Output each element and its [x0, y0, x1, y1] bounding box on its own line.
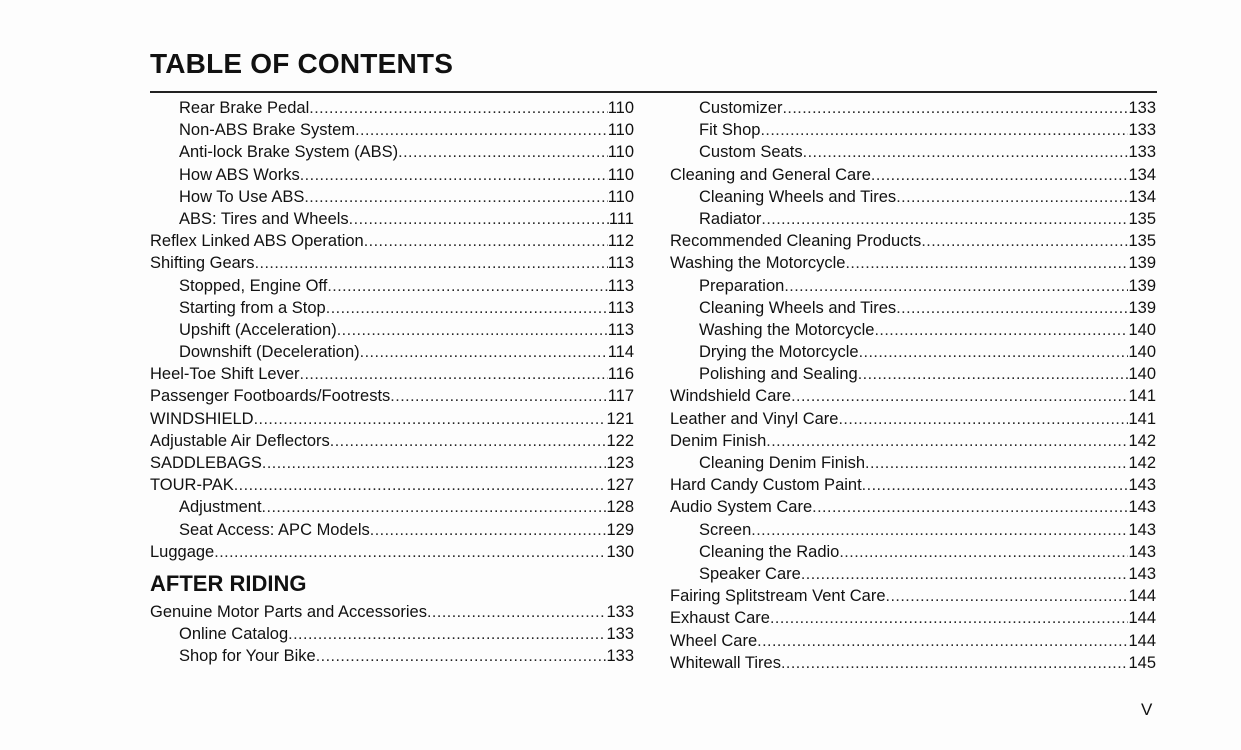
toc-entry-title: Cleaning and General Care — [670, 165, 871, 184]
dot-leader — [760, 120, 1128, 141]
dot-leader — [262, 497, 607, 518]
dot-leader — [859, 342, 1129, 363]
toc-page-number: 144 — [1128, 609, 1156, 628]
dot-leader — [330, 431, 607, 452]
toc-page-number: 143 — [1128, 564, 1156, 583]
dot-leader — [784, 276, 1128, 297]
toc-page-number: 110 — [607, 143, 634, 162]
dot-leader — [300, 364, 608, 385]
toc-entry-title: Anti-lock Brake System (ABS) — [179, 143, 399, 162]
dot-leader — [761, 209, 1128, 230]
toc-entry[interactable] — [670, 252, 1156, 274]
toc-entry[interactable] — [150, 541, 634, 563]
toc-page-number: 116 — [607, 365, 634, 384]
toc-page-number: 127 — [606, 476, 634, 495]
dot-leader — [871, 165, 1129, 186]
toc-page-number: 143 — [1128, 542, 1156, 561]
toc-page-number: 140 — [1128, 320, 1156, 339]
toc-entry-title: Screen — [699, 520, 752, 539]
toc-page-number: 114 — [607, 343, 634, 362]
toc-entry[interactable] — [150, 230, 634, 252]
dot-leader — [254, 409, 607, 430]
dot-leader — [337, 320, 608, 341]
toc-subentry[interactable] — [150, 496, 634, 518]
toc-entry[interactable] — [150, 363, 634, 385]
toc-entry-title: Cleaning Wheels and Tires — [699, 298, 897, 317]
toc-entry-title: Seat Access: APC Models — [179, 520, 370, 539]
dot-leader — [262, 453, 607, 474]
toc-entry[interactable] — [670, 164, 1156, 186]
toc-page-number: 139 — [1128, 276, 1156, 295]
toc-entry-title: Custom Seats — [699, 143, 803, 162]
dot-leader — [865, 453, 1128, 474]
dot-leader — [326, 298, 608, 319]
dot-leader — [309, 98, 607, 119]
toc-entry-title: Preparation — [699, 276, 785, 295]
toc-page-number: 117 — [607, 387, 634, 406]
dot-leader — [364, 231, 608, 252]
toc-entry-title: Cleaning Denim Finish — [699, 454, 865, 472]
toc-entry-title: How ABS Works — [179, 165, 300, 184]
toc-entry-title: Heel-Toe Shift Lever — [150, 365, 300, 384]
toc-page-number: 140 — [1128, 365, 1156, 384]
dot-leader — [921, 231, 1128, 252]
toc-entry-title: SADDLEBAGS — [150, 454, 262, 472]
toc-subentry[interactable] — [670, 452, 1156, 474]
toc-entry-title: Upshift (Acceleration) — [179, 320, 337, 339]
toc-subentry[interactable] — [670, 319, 1156, 341]
toc-page-number: 133 — [1128, 121, 1156, 140]
page-title: TABLE OF CONTENTS — [150, 48, 454, 79]
toc-page-number: 128 — [606, 498, 634, 517]
dot-leader — [858, 364, 1129, 385]
title-rule — [150, 91, 1157, 93]
toc-page-number: 110 — [607, 121, 634, 140]
toc-entry-title: Fit Shop — [699, 121, 761, 140]
dot-leader — [803, 142, 1129, 163]
toc-entry-title: WINDSHIELD — [150, 409, 254, 428]
toc-page-number: 144 — [1128, 631, 1156, 650]
toc-subentry[interactable] — [670, 541, 1156, 563]
toc-page-number: 113 — [607, 254, 634, 273]
toc-page-number: 110 — [607, 99, 634, 117]
toc-page-number: 135 — [1128, 232, 1156, 251]
toc-subentry[interactable] — [150, 519, 634, 541]
dot-leader — [812, 497, 1128, 518]
dot-leader — [838, 409, 1128, 430]
toc-page-number: 139 — [1128, 298, 1156, 317]
toc-subentry[interactable] — [670, 275, 1156, 297]
toc-page-number: 129 — [606, 520, 634, 539]
dot-leader — [316, 646, 607, 667]
toc-entry-title: Washing the Motorcycle — [670, 254, 846, 273]
toc-entry-title: Washing the Motorcycle — [699, 320, 875, 339]
toc-entry-title: Cleaning the Radio — [699, 542, 840, 561]
toc-page-number: 139 — [1128, 254, 1156, 273]
toc-entry-title: Leather and Vinyl Care — [670, 409, 839, 428]
toc-entry-title: Adjustment — [179, 498, 262, 517]
dot-leader — [766, 431, 1128, 452]
toc-entry-title: Starting from a Stop — [179, 298, 326, 317]
toc-page-number: 113 — [607, 298, 634, 317]
toc-page-number: 111 — [608, 209, 634, 228]
section-heading: AFTER RIDING — [150, 570, 307, 596]
toc-subentry[interactable] — [150, 97, 634, 119]
toc-page-number: 134 — [1128, 165, 1156, 184]
dot-leader — [214, 542, 606, 563]
toc-page-number: 143 — [1128, 520, 1156, 539]
toc-entry-title: Reflex Linked ABS Operation — [150, 232, 364, 251]
toc-entry-title: Speaker Care — [699, 564, 801, 583]
dot-leader — [370, 520, 607, 541]
toc-entry-title: TOUR-PAK — [150, 476, 234, 495]
toc-subentry[interactable] — [670, 97, 1156, 119]
toc-entry-title: Cleaning Wheels and Tires — [699, 187, 897, 206]
toc-entry[interactable] — [670, 230, 1156, 252]
toc-entry-title: Shop for Your Bike — [179, 647, 316, 666]
toc-page-number: 130 — [606, 542, 634, 561]
toc-entry-title: Customizer — [699, 99, 783, 117]
toc-entry-title: ABS: Tires and Wheels — [179, 209, 349, 228]
dot-leader — [782, 98, 1128, 119]
dot-leader — [390, 386, 607, 407]
toc-entry-title: Radiator — [699, 209, 762, 228]
toc-entry[interactable] — [150, 452, 634, 474]
toc-entry-title: Wheel Care — [670, 631, 758, 650]
dot-leader — [751, 520, 1128, 541]
toc-subentry[interactable] — [670, 341, 1156, 363]
toc-subentry[interactable] — [670, 519, 1156, 541]
toc-entry[interactable] — [150, 385, 634, 407]
toc-entry-title: Audio System Care — [670, 498, 813, 517]
dot-leader — [862, 475, 1129, 496]
dot-leader — [757, 631, 1128, 652]
dot-leader — [327, 276, 607, 297]
toc-entry-title: Shifting Gears — [150, 254, 255, 273]
dot-leader — [355, 120, 608, 141]
dot-leader — [874, 320, 1128, 341]
toc-entry[interactable] — [670, 496, 1156, 518]
toc-entry[interactable] — [670, 652, 1156, 674]
toc-entry-title: Stopped, Engine Off — [179, 276, 328, 295]
toc-entry[interactable] — [670, 630, 1156, 652]
dot-leader — [801, 564, 1129, 585]
toc-right-column — [670, 97, 1156, 674]
toc-page-number: 141 — [1128, 409, 1156, 428]
toc-page-number: 133 — [606, 602, 634, 621]
dot-leader — [886, 586, 1129, 607]
dot-leader — [360, 342, 608, 363]
toc-page-number: 110 — [607, 187, 634, 206]
toc-page-number: 113 — [607, 276, 634, 295]
dot-leader — [234, 475, 607, 496]
toc-entry[interactable] — [150, 252, 634, 274]
toc-page-number: 133 — [1128, 143, 1156, 162]
toc-left-column — [150, 97, 634, 668]
dot-leader — [896, 298, 1128, 319]
toc-entry[interactable] — [150, 430, 634, 452]
toc-subentry[interactable] — [150, 275, 634, 297]
dot-leader — [288, 624, 606, 645]
toc-subentry[interactable] — [150, 186, 634, 208]
dot-leader — [300, 165, 608, 186]
dot-leader — [770, 608, 1129, 629]
toc-entry-title: Rear Brake Pedal — [179, 99, 310, 117]
toc-page-number: 121 — [606, 409, 634, 428]
toc-page-number: 143 — [1128, 498, 1156, 517]
toc-page-number: 140 — [1128, 343, 1156, 362]
toc-entry[interactable] — [670, 474, 1156, 496]
toc-entry[interactable] — [670, 385, 1156, 407]
toc-entry[interactable] — [150, 408, 634, 430]
toc-page-number: 133 — [606, 647, 634, 666]
toc-entry-title: Exhaust Care — [670, 609, 770, 628]
toc-entry-title: Passenger Footboards/Footrests — [150, 387, 391, 406]
dot-leader — [781, 653, 1129, 674]
toc-page-number: 134 — [1128, 187, 1156, 206]
toc-entry-title: Fairing Splitstream Vent Care — [670, 587, 886, 606]
toc-entry-title: Drying the Motorcycle — [699, 343, 859, 362]
toc-subentry[interactable] — [670, 563, 1156, 585]
toc-subentry[interactable] — [670, 186, 1156, 208]
toc-entry[interactable] — [150, 601, 634, 623]
toc-entry-title: Adjustable Air Deflectors — [150, 431, 330, 450]
toc-entry-title: Hard Candy Custom Paint — [670, 476, 862, 495]
toc-page-number: 112 — [607, 232, 634, 251]
toc-entry-title: Downshift (Deceleration) — [179, 343, 360, 362]
toc-subentry[interactable] — [150, 297, 634, 319]
toc-subentry[interactable] — [150, 141, 634, 163]
page-number: V — [1141, 700, 1153, 719]
dot-leader — [896, 187, 1128, 208]
toc-entry-title: Genuine Motor Parts and Accessories — [150, 602, 427, 621]
toc-subentry[interactable] — [150, 319, 634, 341]
toc-page-number: 135 — [1128, 209, 1156, 228]
toc-page-number: 110 — [607, 165, 634, 184]
toc-subentry[interactable] — [150, 119, 634, 141]
toc-entry[interactable] — [670, 607, 1156, 629]
toc-entry[interactable] — [670, 408, 1156, 430]
toc-entry-title: Windshield Care — [670, 387, 792, 406]
toc-page-number: 141 — [1128, 387, 1156, 406]
toc-subentry[interactable] — [150, 645, 634, 667]
toc-subentry[interactable] — [670, 363, 1156, 385]
toc-subentry[interactable] — [150, 623, 634, 645]
toc-page-number: 144 — [1128, 587, 1156, 606]
toc-entry-title: Polishing and Sealing — [699, 365, 858, 384]
dot-leader — [255, 253, 608, 274]
toc-page-number: 113 — [607, 320, 634, 339]
toc-entry-title: Online Catalog — [179, 625, 289, 644]
toc-subentry[interactable] — [150, 164, 634, 186]
toc-entry-title: Whitewall Tires — [670, 653, 781, 672]
dot-leader — [304, 187, 607, 208]
toc-subentry[interactable] — [670, 297, 1156, 319]
toc-entry-title: How To Use ABS — [179, 187, 305, 206]
toc-entry-title: Non-ABS Brake System — [179, 121, 356, 140]
toc-entry[interactable] — [670, 430, 1156, 452]
dot-leader — [839, 542, 1128, 563]
toc-entry[interactable] — [670, 585, 1156, 607]
toc-subentry[interactable] — [670, 141, 1156, 163]
dot-leader — [398, 142, 608, 163]
toc-page-number: 145 — [1128, 653, 1156, 672]
toc-entry[interactable] — [150, 474, 634, 496]
dot-leader — [427, 602, 606, 623]
toc-page-number: 142 — [1128, 454, 1156, 472]
toc-page-number: 122 — [606, 431, 634, 450]
toc-page-number: 133 — [606, 625, 634, 644]
toc-subentry[interactable] — [670, 208, 1156, 230]
toc-entry-title: Denim Finish — [670, 431, 767, 450]
toc-page-number: 143 — [1128, 476, 1156, 495]
toc-entry-title: Luggage — [150, 542, 215, 561]
toc-page-number: 133 — [1128, 99, 1156, 117]
toc-subentry[interactable] — [150, 341, 634, 363]
toc-page-number: 123 — [606, 454, 634, 472]
toc-entry-title: Recommended Cleaning Products — [670, 232, 922, 251]
toc-subentry[interactable] — [670, 119, 1156, 141]
dot-leader — [845, 253, 1128, 274]
dot-leader — [791, 386, 1128, 407]
toc-subentry[interactable] — [150, 208, 634, 230]
dot-leader — [349, 209, 609, 230]
toc-page-number: 142 — [1128, 431, 1156, 450]
